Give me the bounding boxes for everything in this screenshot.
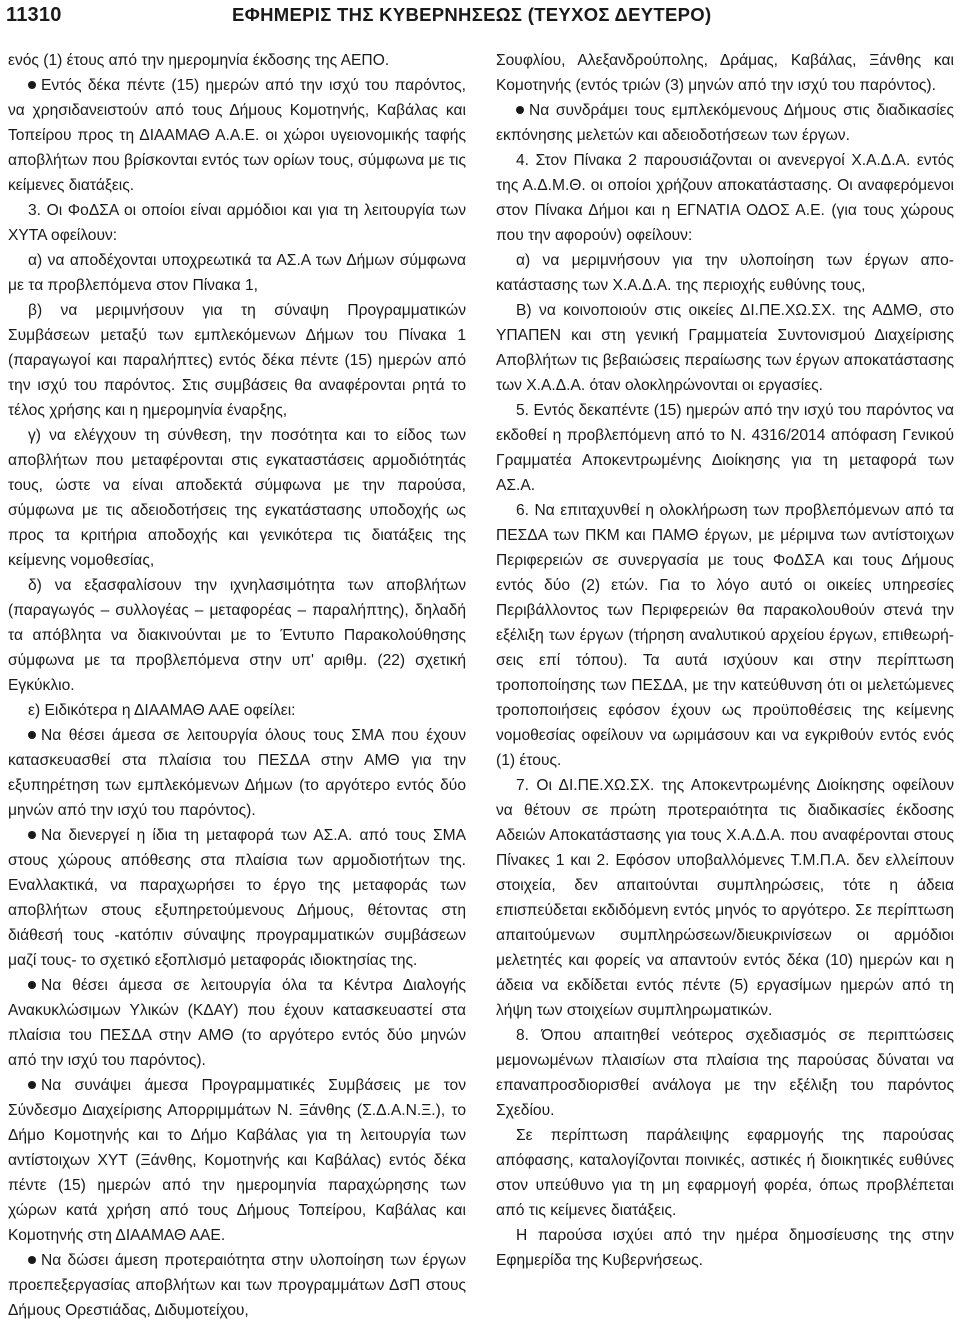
paragraph: Να θέσει άμεσα σε λειτουργία όλους τους ΣΜΑ που έχουν κατασκευασθεί στα πλαίσια του ΠΕΣΔΑ στην ΑΜΘ για την εξυπηρέτηση των εμπλεκόμενων Δήμων (το αργότερο εντός δύο μηνών από την ισχύ του παρόντος). (8, 723, 466, 823)
paragraph: α) να αποδέχονται υποχρεωτικά τα ΑΣ.Α των Δήμων σύμφωνα με τα προβλεπόμενα στον Πίνακα 1, (8, 252, 466, 294)
paragraph: γ) να ελέγχουν τη σύνθεση, την ποσότητα και το είδος των αποβλήτων που μεταφέρονται στις εγκαταστάσεις αρμοδιότητάς τους, ώστε να είναι αποδεκτά σύμφωνα με την παρούσα, σύμφωνα με τις αδειοδοτήσεις της εγκατάστασης υποδοχής ως προς τα κριτήρια αποδοχής και γενικότερα τις διατάξεις της κείμενης νομοθεσίας, (8, 427, 466, 569)
page-number: 11310 (6, 4, 62, 26)
paragraph: Να δώσει άμεση προτεραιότητα στην υλοποίηση των έργων προεπεξεργασίας αποβλήτων και των προγραμμάτων ΔσΠ στους Δήμους Ορεστιάδας, Διδυμοτείχου, (8, 1248, 466, 1323)
paragraph: Η παρούσα ισχύει από την ημέρα δημοσίευσης της στην Εφημερίδα της Κυβερνήσεως. (496, 1227, 954, 1269)
gazette-title: ΕΦΗΜΕΡΙΣ ΤΗΣ ΚΥΒΕΡΝΗΣΕΩΣ (ΤΕΥΧΟΣ ΔΕΥΤΕΡΟ) (232, 4, 712, 25)
paragraph: Να διενεργεί η ίδια τη μεταφορά των ΑΣ.Α. από τους ΣΜΑ στους χώρους απόθεσης στα πλαίσια των αρμοδιοτήτων της. Εναλλακτικά, να παραχωρήσει το έργο της μεταφοράς των αποβλήτων στους εξυπηρετούμενους Δήμους, θέτοντας στη διάθεσή τους -κατόπιν σύναψης προγραμματικών συμβάσεων μαζί τους- το σχετικό εξοπλισμό μεταφοράς ιδιοκτησίας της. (8, 823, 466, 973)
paragraph: 6. Να επιταχυνθεί η ολοκλήρωση των προβλεπόμενων από τα ΠΕΣΔΑ των ΠΚΜ και ΠΑΜΘ έργων, με μέριμνα των αντίστοιχων Περιφερειών σε συνεργασία με τους ΦοΔΣΑ και τους Δήμους εντός δύο (2) ετών. Για το λόγο αυτό οι οικείες υπηρεσίες Περιβάλλοντος των Περιφερειών θα παρακολουθούν στενά την εξέλιξη των έργων (τήρηση αναλυτικού αρχείου έργων, επιθεωρήσεις επί τόπου). Τα αυτά ισχύουν και στην περίπτωση τροποποίησης των ΠΕΣΔΑ, με την κατεύθυνση ότι οι μελετώμενες τροποποιήσεις εφόσον έχουν ως προϋποθέσεις της κείμενης νομοθεσίας οφείλουν να ωριμάσουν και να εγκριθούν εντός ενός (1) έτους. (496, 502, 954, 769)
paragraph: ενός (1) έτους από την ημερομηνία έκδοσης της ΑΕΠΟ. (8, 52, 390, 69)
paragraph: Να συνάψει άμεσα Προγραμματικές Συμβάσεις με τον Σύνδεσμο Διαχείρισης Απορριμμάτων Ν. Ξάνθης (Σ.Δ.Α.Ν.Ξ.), το Δήμο Κομοτηνής και το Δήμο Καβάλας για τη λειτουργία των αντίστοιχων ΧΥΤ (Ξάνθης, Κομοτηνής και Καβάλας) εντός δέκα πέντε (15) ημερών από την ημερομηνία παραχώρησης των χώρων κατά χρήση από τους Δήμους Τοπείρου, Καβάλας και Κομοτηνής στη ΔΙΑΑΜΑΘ ΑΑΕ. (8, 1073, 466, 1248)
paragraph: 7. Οι ΔΙ.ΠΕ.ΧΩ.ΣΧ. της Αποκεντρωμένης Διοίκησης οφείλουν να θέτουν σε πρώτη προτεραιότητα τις διαδικασίες έκδοσης Αδειών Αποκατάστασης για τους Χ.Α.Δ.Α. που αναφέρονται στους Πίνακες 1 και 2. Εφόσον υποβαλλόμενες Τ.Μ.Π.Α. δεν ελλείπουν στοιχεία, δεν απαιτούνται συμπληρώσεις, τότε η άδεια επισπεύδεται εκδιδόμενη εντός μηνός το αργότερο. Σε περίπτωση απαιτούμενων συμπληρώσεων/διευκρινίσεων οι αρμόδιοι μελετητές και φορείς να απαντούν εντός δέκα (10) ημερών και η άδεια να εκδίδεται εντός πέντε (5) εργασίμων ημερών από τη λήψη των στοιχείων συμπληρωματικών. (496, 777, 954, 1019)
paragraph: 4. Στον Πίνακα 2 παρουσιάζονται οι ανενεργοί Χ.Α.Δ.Α. εντός της Α.Δ.Μ.Θ. οι οποίοι χρήζουν αποκατάστασης. Οι αναφερόμενοι στον Πίνακα Δήμοι και η ΕΓΝΑΤΙΑ ΟΔΟΣ Α.Ε. (για τους χώρους που την αφορούν) οφείλουν: (496, 152, 954, 244)
paragraph: β) να μεριμνήσουν για τη σύναψη Προγραμματικών Συμβάσεων μεταξύ των εμπλεκόμενων Δήμων του Πίνακα 1 (παραγωγοί και παραλήπτες) εντός δέκα πέντε (15) ημερών από την ισχύ του παρόντος. Στις συμβάσεις θα αναφέρονται ρητά το τέλος χρήσης και η ημερομηνία έναρξης, (8, 302, 466, 419)
page-header (0, 0, 960, 34)
paragraph: Να συνδράμει τους εμπλεκόμενους Δήμους στις διαδικασίες εκπόνησης μελετών και αδειοδοτήσεων των έργων. (496, 98, 954, 148)
paragraph: 8. Όπου απαιτηθεί νεότερος σχεδιασμός σε περιπτώσεις μεμονωμένων πλαισίων στα πλαίσια της παρούσας δύναται να επαναπροσδιορισθεί ανάλογα με την εξέλιξη του παρόντος Σχεδίου. (496, 1027, 954, 1119)
paragraph: Σουφλίου, Αλεξανδρούπολης, Δράμας, Καβάλας, Ξάνθης και Κομοτηνής (εντός τριών (3) μηνών από την ισχύ του παρόντος). (496, 52, 954, 94)
paragraph: 5. Εντός δεκαπέντε (15) ημερών από την ισχύ του παρόντος να εκδοθεί η προβλεπόμενη από το Ν. 4316/2014 απόφαση Γενικού Γραμματέα Αποκεντρωμένης Διοίκησης για τη μεταφορά των ΑΣ.Α. (496, 402, 954, 494)
paragraph: Β) να κοινοποιούν στις οικείες ΔΙ.ΠΕ.ΧΩ.ΣΧ. της ΑΔΜΘ, στο ΥΠΑΠΕΝ και στη γενική Γραμματεία Συντονισμού Διαχείρισης Αποβλήτων τις βεβαιώσεις περαίωσης των έργων αποκατάστασης των Χ.Α.Δ.Α. όταν ολοκληρώνονται οι εργασίες. (496, 302, 954, 394)
paragraph: δ) να εξασφαλίσουν την ιχνηλασιμότητα των αποβλήτων (παραγωγός – συλλογέας – μεταφορέας – παραλήπτης), δηλαδή τα απόβλητα να διακινούνται με το Έντυπο Παρακολούθησης σύμφωνα με τα προβλεπόμενα στην υπ' αριθμ. (22) σχετική Εγκύκλιο. (8, 577, 466, 694)
paragraph: ε) Ειδικότερα η ΔΙΑΑΜΑΘ ΑΑΕ οφείλει: (28, 702, 296, 719)
right-column (496, 48, 954, 1273)
paragraph: α) να μεριμνήσουν για την υλοποίηση των έργων αποκατάστασης των Χ.Α.Δ.Α. της περιοχής ευθύνης τους, (496, 252, 954, 294)
left-column (8, 48, 466, 1323)
paragraph: Να θέσει άμεσα σε λειτουργία όλα τα Κέντρα Διαλογής Ανακυκλώσιμων Υλικών (ΚΔΑΥ) που έχουν κατασκευαστεί στα πλαίσια του ΠΕΣΔΑ στην ΑΜΘ (το αργότερο εντός δύο μηνών από την ισχύ του παρόντος). (8, 973, 466, 1073)
paragraph: Εντός δέκα πέντε (15) ημερών από την ισχύ του παρόντος, να χρησιδανειστούν από τους Δήμους Κομοτηνής, Καβάλας και Τοπείρου προς τη ΔΙΑΑΜΑΘ Α.Α.Ε. οι χώροι υγειονομικής ταφής αποβλήτων που βρίσκονται εντός των ορίων τους, σύμφωνα με τις κείμενες διατάξεις. (8, 73, 466, 198)
paragraph: Σε περίπτωση παράλειψης εφαρμογής της παρούσας απόφασης, καταλογίζονται ποινικές, αστικές ή διοικητικές ευθύνες στον υπεύθυνο για τη μη εφαρμογή φορέα, όπως προβλέπεται από τις κείμενες διατάξεις. (496, 1127, 954, 1219)
paragraph: 3. Οι ΦοΔΣΑ οι οποίοι είναι αρμόδιοι και για τη λειτουργία των ΧΥΤΑ οφείλουν: (8, 202, 466, 244)
